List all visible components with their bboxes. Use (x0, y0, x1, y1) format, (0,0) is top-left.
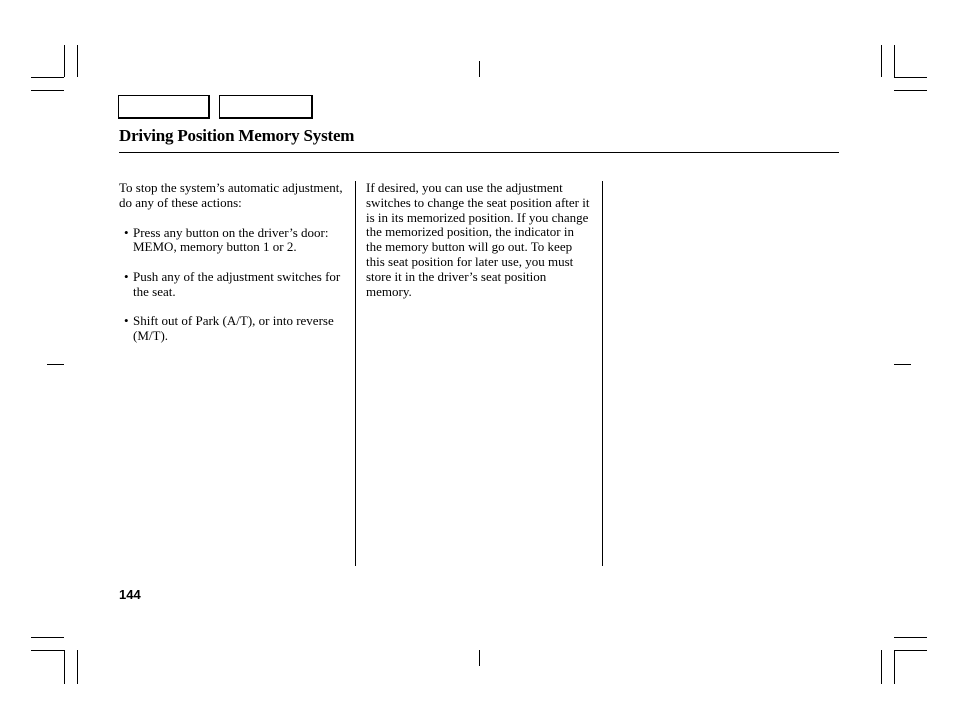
middle-column (366, 181, 592, 299)
list-item-text: Press any button on the driver’s door: MEMO, memory button 1 or 2. (133, 224, 329, 255)
crop-mark (479, 61, 480, 77)
crop-mark (31, 637, 64, 638)
crop-mark (894, 77, 927, 78)
bullet-icon: • (124, 268, 129, 284)
crop-mark (77, 45, 78, 77)
crop-mark (881, 45, 882, 77)
crop-mark (894, 364, 911, 365)
crop-mark (31, 77, 64, 78)
bullet-icon: • (124, 312, 129, 328)
list-item (119, 226, 347, 256)
crop-mark (894, 650, 927, 651)
crop-mark (77, 650, 78, 684)
left-column (119, 181, 347, 358)
crop-mark (894, 45, 895, 77)
list-item (119, 314, 347, 344)
crop-mark (31, 90, 64, 91)
crop-mark (894, 650, 895, 684)
crop-mark (479, 650, 480, 666)
list-item (119, 270, 347, 300)
intro-paragraph: To stop the system’s automatic adjustment, do any of these actions: (119, 180, 343, 210)
column-divider (602, 181, 603, 566)
title-divider (119, 152, 839, 153)
crop-mark (894, 637, 927, 638)
action-list (119, 226, 347, 344)
bullet-icon: • (124, 224, 129, 240)
nav-tab-previous[interactable] (118, 95, 210, 119)
crop-mark (881, 650, 882, 684)
crop-mark (47, 364, 64, 365)
crop-mark (64, 45, 65, 77)
crop-mark (894, 90, 927, 91)
nav-tab-next[interactable] (219, 95, 313, 119)
crop-mark (64, 650, 65, 684)
list-item-text: Push any of the adjustment switches for the seat. (133, 268, 341, 299)
page-number: 144 (119, 587, 141, 602)
column-divider (355, 181, 356, 566)
list-item-text: Shift out of Park (A/T), or into reverse (M/T). (133, 312, 334, 343)
crop-mark (31, 650, 64, 651)
body-paragraph: If desired, you can use the adjustment switches to change the seat position after it is in its memorized position. If you change the memorized position, the indicator in the memory button will go out. To keep this seat position for later use, you must store it in the driver’s seat position memory. (366, 180, 590, 299)
page-title: Driving Position Memory System (119, 126, 355, 145)
